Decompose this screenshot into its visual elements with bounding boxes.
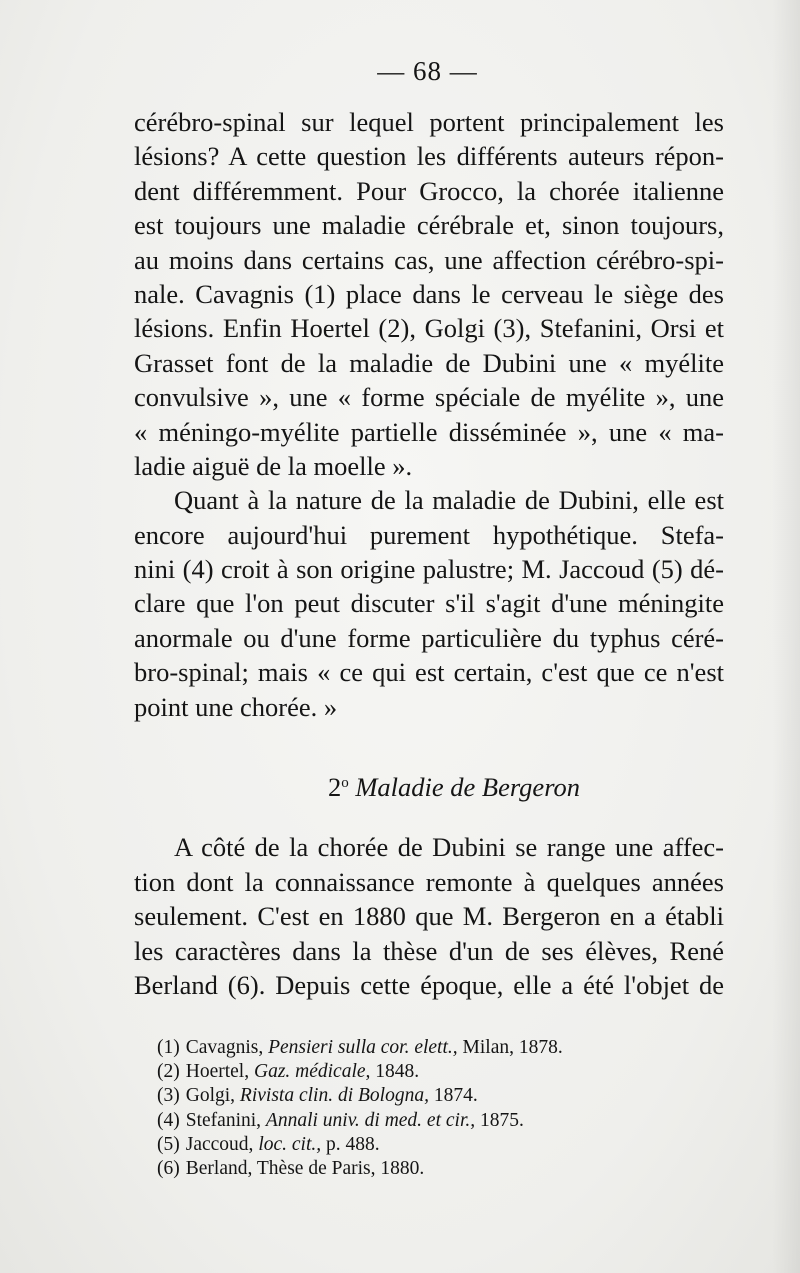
text-line: lésions. Enfin Hoertel (2), Golgi (3), Stefanini, Orsi et [134, 313, 724, 344]
text-line: clare que l'on peut discuter s'il s'agit d'une méningite [134, 588, 724, 619]
page-edge-shadow [772, 0, 800, 1273]
footnote: (6) Berland, Thèse de Paris, 1880. [157, 1157, 425, 1179]
main-text [134, 105, 724, 1002]
text-line: Quant à la nature de la maladie de Dubini, elle est [174, 485, 724, 516]
text-line: nale. Cavagnis (1) place dans le cerveau le siège des [134, 278, 724, 309]
section-title: Maladie de Bergeron [355, 772, 581, 803]
text-line: seulement. C'est en 1880 que M. Bergeron en a établi [134, 901, 724, 932]
text-line: bro-spinal; mais « ce qui est certain, c'est que ce n'est [134, 657, 724, 688]
text-line: « méningo-myélite partielle disséminée », une « ma- [134, 416, 724, 447]
text-line: tion dont la connaissance remonte à quelques années [134, 866, 724, 897]
text-line: Berland (6). Depuis cette époque, elle a été l'objet de [134, 969, 724, 1000]
text-line: encore aujourd'hui purement hypothétique. Stefa- [134, 519, 724, 550]
text-line: nini (4) croit à son origine palustre; M. Jaccoud (5) dé- [134, 554, 724, 585]
section-heading [134, 766, 724, 803]
footnote: (2) Hoertel, Gaz. médicale, 1848. [157, 1061, 420, 1083]
text-line: dent différemment. Pour Grocco, la chorée italienne [134, 175, 724, 206]
text-line: au moins dans certains cas, une affection cérébro-spi- [134, 244, 724, 275]
footnote: (1) Cavagnis, Pensieri sulla cor. elett., Milan, 1878. [157, 1037, 563, 1058]
text-line: les caractères dans la thèse d'un de ses élèves, René [134, 935, 724, 966]
text-line: anormale ou d'une forme particulière du typhus céré- [134, 622, 724, 653]
footnote: (5) Jaccoud, loc. cit., p. 488. [157, 1133, 380, 1155]
text-line: A côté de la chorée de Dubini se range une affec- [174, 832, 724, 863]
text-line: Grasset font de la maladie de Dubini une « myélite [134, 347, 724, 378]
footnote: (4) Stefanini, Annali univ. di med. et cir., 1875. [157, 1109, 524, 1131]
text-line: lésions? A cette question les différents auteurs répon- [134, 141, 724, 172]
page-number: — 68 — [377, 56, 478, 86]
text-line: cérébro-spinal sur lequel portent principalement les [134, 107, 724, 137]
section-number: 2 [327, 772, 342, 803]
footnotes [157, 1036, 677, 1181]
text-line: est toujours une maladie cérébrale et, sinon toujours, [134, 210, 724, 241]
section-number-sup: o [341, 775, 349, 792]
footnote: (3) Golgi, Rivista clin. di Bologna, 1874. [157, 1085, 478, 1107]
text-line: convulsive », une « forme spéciale de myélite », une [134, 382, 724, 413]
text-line: point une chorée. » [134, 691, 338, 722]
text-line: ladie aiguë de la moelle ». [134, 450, 413, 481]
